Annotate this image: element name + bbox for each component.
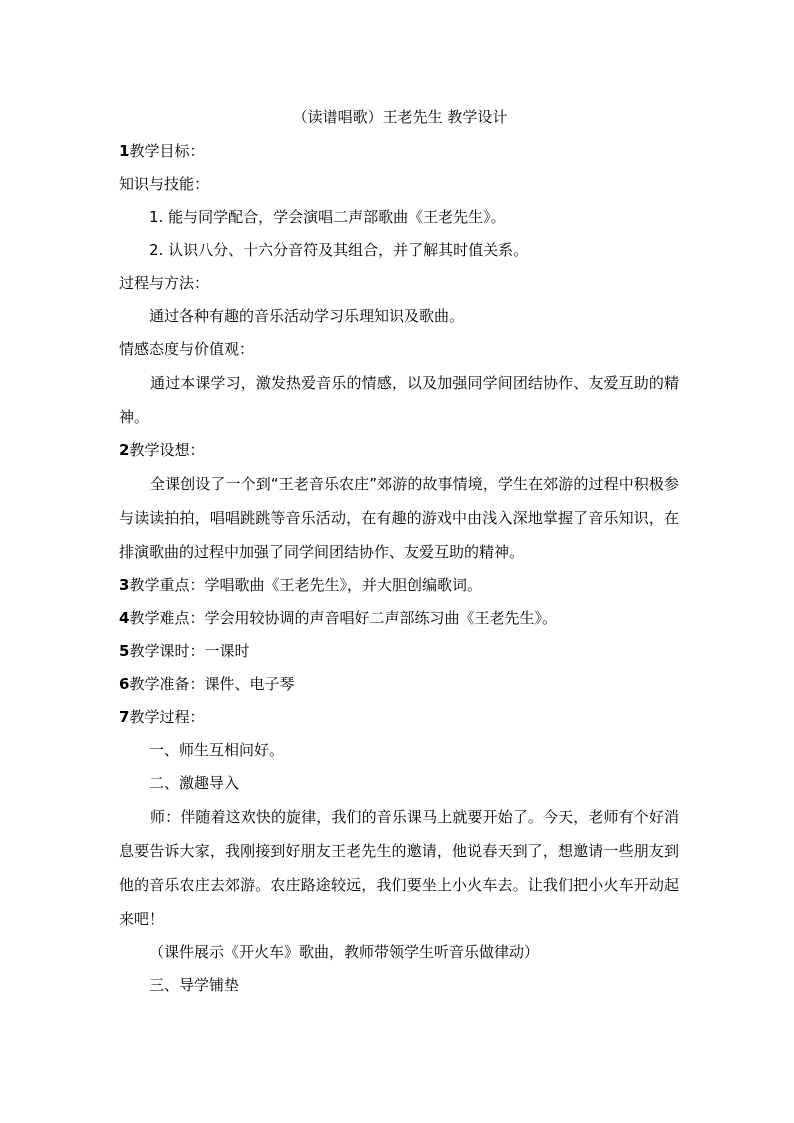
section-text: 教学重点：学唱歌曲《王老先生》，并大胆创编歌词。 [129, 576, 482, 594]
section-number: 1 [119, 142, 130, 160]
section-4-heading [119, 602, 679, 635]
section-label: 教学目标： [129, 142, 205, 160]
knowledge-item-1: 1. 能与同学配合，学会演唱二声部歌曲《王老先生》。 [149, 208, 506, 226]
section-6-heading [119, 668, 679, 701]
section-number: 5 [119, 642, 130, 660]
knowledge-item-2: 2. 认识八分、十六分音符及其组合，并了解其时值关系。 [149, 241, 529, 259]
section-3-heading [119, 569, 679, 602]
section-number: 2 [119, 441, 130, 459]
section-number: 3 [119, 576, 130, 594]
section-2-heading [119, 434, 679, 467]
step-2-text: 师：伴随着这欢快的旋律，我们的音乐课马上就要开始了。今天，老师有个好消息要告诉大家，我刚接到好朋友王老先生的邀请，他说春天到了，想邀请一些朋友到他的音乐农庄去郊游。农庄路途较远，我们要坐上小火车去。让我们把小火车开动起来吧！ [119, 808, 679, 928]
section-7-heading [119, 701, 679, 734]
step-3: 三、导学铺垫 [149, 976, 240, 994]
section-text: 教学准备：课件、电子琴 [129, 675, 295, 693]
step-1: 一、师生互相问好。 [149, 741, 285, 759]
emotion-label: 情感态度与价值观： [119, 340, 255, 358]
emotion-text: 通过本课学习，激发热爱音乐的情感，以及加强同学间团结协作、友爱互助的精神。 [119, 374, 679, 426]
section-label: 教学过程： [129, 708, 205, 726]
section-5-heading [119, 635, 679, 668]
section-1-heading [119, 135, 679, 168]
section-number: 7 [119, 708, 130, 726]
section-number: 4 [119, 609, 130, 627]
document-body [119, 103, 679, 1002]
section-text: 教学课时：一课时 [129, 642, 250, 660]
document-title: （读谱唱歌）王老先生 教学设计 [292, 108, 508, 126]
knowledge-label: 知识与技能： [119, 175, 210, 193]
section-text: 教学难点：学会用较协调的声音唱好二声部练习曲《王老先生》。 [129, 609, 557, 627]
section-label: 教学设想： [129, 441, 205, 459]
step-2: 二、激趣导入 [149, 774, 240, 792]
process-label: 过程与方法： [119, 274, 210, 292]
step-2-note: （课件展示《开火车》歌曲，教师带领学生听音乐做律动） [149, 943, 540, 961]
section-2-text: 全课创设了一个到“王老音乐农庄”郊游的故事情境，学生在郊游的过程中积极参与读读拍拍，唱唱跳跳等音乐活动，在有趣的游戏中由浅入深地掌握了音乐知识，在排演歌曲的过程中加强了同学间团结协作、友爱互助的精神。 [119, 475, 679, 561]
section-number: 6 [119, 675, 130, 693]
process-text: 通过各种有趣的音乐活动学习乐理知识及歌曲。 [149, 307, 465, 325]
